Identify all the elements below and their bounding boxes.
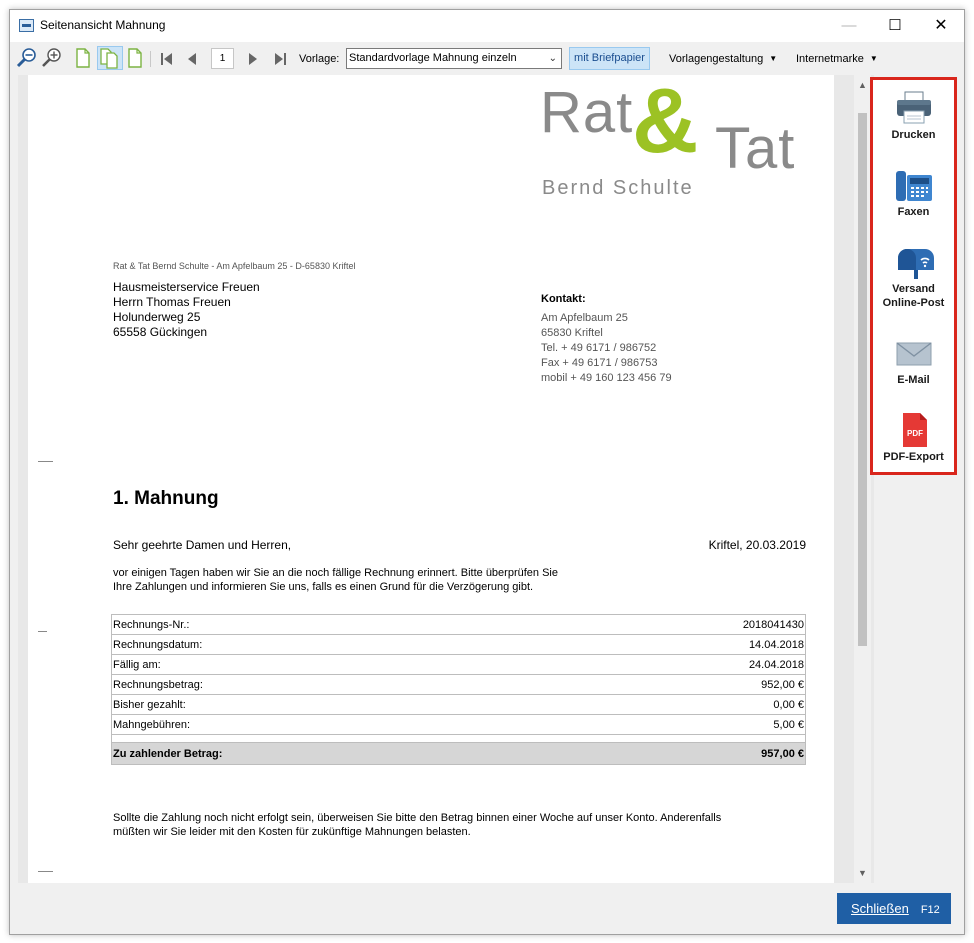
- intro-line: Ihre Zahlungen und informieren Sie uns, falls es einen Grund für die Verzögerung gibt.: [113, 581, 534, 593]
- logo-subtitle: Bernd Schulte: [542, 177, 694, 199]
- zoom-in-icon[interactable]: [41, 47, 63, 69]
- fold-mark: [38, 461, 53, 462]
- fax-label: Faxen: [897, 206, 930, 218]
- table-row: [111, 655, 806, 675]
- contact-line: 65830 Kriftel: [541, 327, 603, 339]
- vorlage-label: Vorlage:: [299, 53, 340, 65]
- pdf-icon: [895, 412, 933, 448]
- scroll-up-icon[interactable]: ▲: [858, 80, 867, 90]
- punch-mark: [38, 631, 47, 632]
- app-icon: [19, 19, 34, 32]
- pdf-export-button[interactable]: [873, 412, 954, 464]
- title-bar: [10, 10, 964, 42]
- print-button[interactable]: [873, 90, 954, 142]
- scroll-thumb[interactable]: [858, 113, 867, 646]
- envelope-icon: [895, 335, 933, 371]
- contact-block: [541, 311, 672, 386]
- row-label: Rechnungsdatum:: [111, 635, 552, 655]
- first-page-icon[interactable]: [160, 51, 174, 73]
- contact-line: Tel. + 49 6171 / 986752: [541, 342, 657, 354]
- toolbar: [10, 42, 964, 75]
- logo-word-tat: Tat: [715, 116, 796, 181]
- vertical-scrollbar[interactable]: [854, 75, 871, 883]
- row-value: 0,00 €: [552, 695, 806, 715]
- printer-icon: [895, 90, 933, 126]
- recipient-address: [113, 280, 260, 340]
- document-preview[interactable]: [18, 75, 874, 883]
- row-value: 952,00 €: [552, 675, 806, 695]
- letter-heading: 1. Mahnung: [113, 488, 219, 509]
- table-row: [111, 615, 806, 635]
- briefpapier-toggle[interactable]: mit Briefpapier: [569, 47, 650, 70]
- vorlage-select-value: Standardvorlage Mahnung einzeln: [349, 52, 517, 64]
- closing-line: müßten wir Sie leider mit den Kosten für zukünftige Mahnungen belasten.: [113, 826, 471, 838]
- mailbox-icon: [894, 244, 934, 280]
- total-value: 957,00 €: [552, 743, 806, 765]
- pdf-icon-text: PDF: [906, 429, 923, 438]
- vorlage-select[interactable]: [346, 48, 562, 69]
- internetmarke-menu[interactable]: [796, 53, 878, 65]
- next-page-icon[interactable]: [247, 51, 259, 73]
- sender-line: Rat & Tat Bernd Schulte - Am Apfelbaum 25 - D-65830 Kriftel: [113, 261, 356, 271]
- action-panel: [870, 77, 957, 475]
- fax-button[interactable]: [873, 167, 954, 219]
- closing-line: Sollte die Zahlung noch nicht erfolgt sein, überweisen Sie bitte den Betrag binnen einer Woche auf unser Konto. Anderenfalls: [113, 812, 722, 824]
- letter-page: [28, 75, 834, 883]
- minimize-button[interactable]: —: [841, 17, 857, 34]
- recipient-line: Herrn Thomas Freuen: [113, 295, 231, 309]
- fax-icon: [895, 167, 933, 203]
- table-row: [111, 695, 806, 715]
- logo-word-rat: Rat: [540, 80, 634, 145]
- contact-line: Am Apfelbaum 25: [541, 312, 628, 324]
- close-label: Schließen: [851, 901, 909, 916]
- table-row: [111, 715, 806, 735]
- zoom-out-icon[interactable]: [16, 47, 38, 69]
- logo-ampersand: &: [632, 75, 699, 172]
- two-pages-icon[interactable]: [97, 46, 123, 70]
- table-row: [111, 635, 806, 655]
- row-value: 2018041430: [552, 615, 806, 635]
- total-row: [111, 743, 806, 765]
- email-button[interactable]: [873, 335, 954, 387]
- internetmarke-label: Internetmarke: [796, 53, 864, 65]
- intro-text: [113, 566, 673, 594]
- close-shortcut: F12: [920, 904, 940, 916]
- close-window-button[interactable]: ✕: [934, 17, 948, 34]
- contact-line: mobil + 49 160 123 456 79: [541, 372, 672, 384]
- row-label: Bisher gezahlt:: [111, 695, 552, 715]
- online-post-label: Versand Online-Post: [882, 283, 945, 309]
- row-value: 24.04.2018: [552, 655, 806, 675]
- intro-line: vor einigen Tagen haben wir Sie an die noch fällige Rechnung erinnert. Bitte überprüfen Sie: [113, 567, 558, 579]
- contact-title: Kontakt:: [541, 293, 586, 305]
- fold-mark: [38, 871, 53, 872]
- preview-window: [9, 9, 965, 935]
- single-page-icon[interactable]: [75, 47, 91, 69]
- last-page-icon[interactable]: [273, 51, 287, 73]
- contact-line: Fax + 49 6171 / 986753: [541, 357, 658, 369]
- salutation: Sehr geehrte Damen und Herren,: [113, 538, 292, 552]
- total-label: Zu zahlender Betrag:: [111, 743, 552, 765]
- table-spacer-row: [111, 735, 806, 743]
- pdf-export-label: PDF-Export: [883, 451, 944, 463]
- vorlagengestaltung-menu[interactable]: [669, 53, 777, 65]
- letter-date: Kriftel, 20.03.2019: [708, 538, 806, 552]
- closing-text: [113, 811, 813, 839]
- scroll-down-icon[interactable]: ▼: [858, 868, 867, 878]
- toolbar-separator: [150, 51, 151, 67]
- print-label: Drucken: [891, 129, 936, 141]
- row-value: 5,00 €: [552, 715, 806, 735]
- recipient-line: Holunderweg 25: [113, 310, 201, 324]
- caret-down-icon: ▼: [869, 54, 878, 63]
- recipient-line: 65558 Gückingen: [113, 325, 208, 339]
- window-title: Seitenansicht Mahnung: [40, 18, 166, 32]
- recipient-line: Hausmeisterservice Freuen: [113, 280, 260, 294]
- chevron-down-icon: ⌄: [548, 53, 557, 64]
- row-label: Fällig am:: [111, 655, 552, 675]
- close-button[interactable]: [837, 893, 951, 924]
- previous-page-icon[interactable]: [186, 51, 198, 73]
- vorlagengestaltung-label: Vorlagengestaltung: [669, 53, 764, 65]
- table-row: [111, 675, 806, 695]
- row-label: Mahngebühren:: [111, 715, 552, 735]
- online-post-button[interactable]: [873, 244, 954, 310]
- multi-page-icon[interactable]: [127, 47, 143, 69]
- maximize-button[interactable]: ☐: [888, 17, 902, 34]
- row-label: Rechnungs-Nr.:: [111, 615, 552, 635]
- row-value: 14.04.2018: [552, 635, 806, 655]
- caret-down-icon: ▼: [769, 54, 778, 63]
- amount-table: [111, 614, 806, 765]
- page-number-field[interactable]: 1: [211, 48, 234, 69]
- footer-bar: [10, 883, 964, 934]
- row-label: Rechnungsbetrag:: [111, 675, 552, 695]
- email-label: E-Mail: [897, 374, 930, 386]
